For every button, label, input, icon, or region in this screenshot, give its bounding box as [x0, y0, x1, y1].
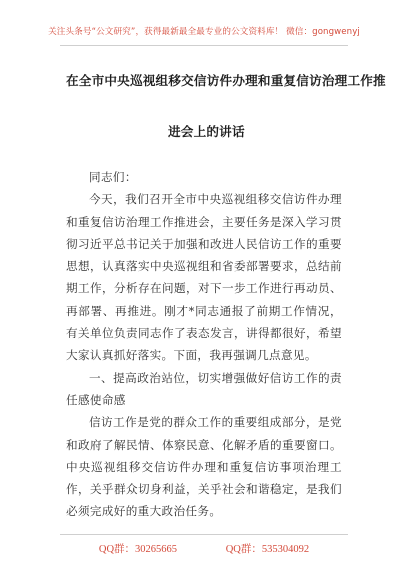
- footer: [0, 541, 408, 556]
- footer-qq-group-2: QQ群：535304092: [225, 544, 310, 555]
- salutation: 同志们：: [89, 170, 137, 184]
- document-body: [66, 166, 342, 523]
- paragraph-section-1: 信访工作是党的群众工作的重要组成部分，是党和政府了解民情、体察民意、化解矛盾的重要窗口。中央巡视组移交信访件办理和重复信访事项治理工作，关乎群众切身利益，关乎社会和谐稳定，是我们必须完成好的重大政治任务。: [66, 415, 342, 519]
- header-note: 关注头条号“公文研究”，获得最新最全最专业的公文资料库！ 微信：gongwenyj: [48, 27, 360, 37]
- paragraph-opening: 今天，我们召开全市中央巡视组移交信访件办理和重复信访治理工作推进会，主要任务是深入学习贯彻习近平总书记关于加强和改进人民信访工作的重要思想，认真落实中央巡视组和省委部署要求，总结前期工作，分析存在问题，对下一步工作进行再动员、再部署、再推进。刚才*同志通报了前期工作情况，有关单位负责同志作了表态发言，讲得都很好，希望大家认真抓好落实。下面，我再强调几点意见。: [66, 192, 342, 363]
- footer-qq-group-1: QQ群：30265665: [98, 544, 178, 555]
- document-title-line-2: 进会上的讲话: [168, 124, 245, 139]
- footer-divider: [60, 534, 348, 535]
- section-heading-1: 一、提高政治站位，切实增强做好信访工作的责任感使命感: [66, 370, 342, 407]
- document-title-line-1: 在全市中央巡视组移交信访件办理和重复信访治理工作推: [66, 73, 386, 88]
- header-divider: [60, 45, 348, 46]
